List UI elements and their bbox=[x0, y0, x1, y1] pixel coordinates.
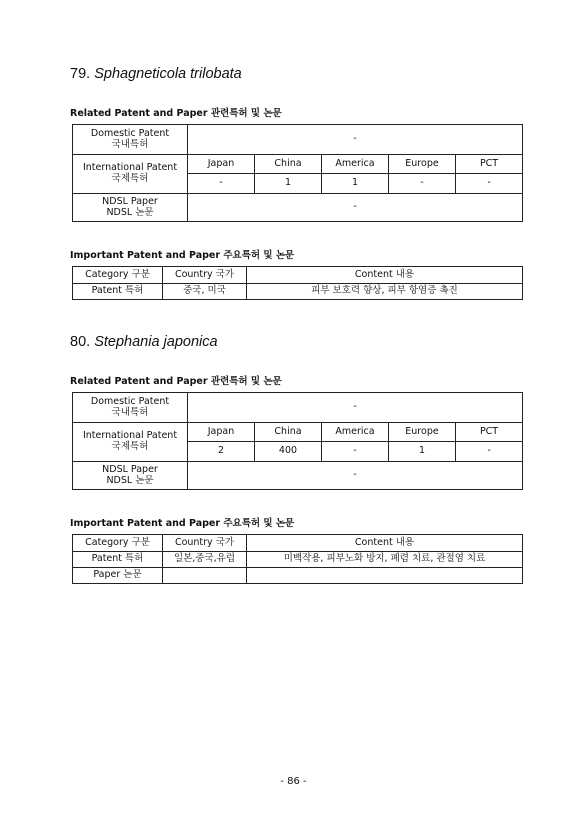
species-name: Stephania japonica bbox=[94, 334, 218, 350]
country-cell bbox=[163, 568, 247, 584]
species-title-79 bbox=[70, 66, 242, 82]
content-header: Content 내용 bbox=[247, 267, 523, 284]
content-cell: 피부 보호력 향상, 피부 항염증 촉진 bbox=[247, 284, 523, 300]
important-patent-heading: Important Patent and Paper 주요특허 및 논문 bbox=[70, 250, 295, 261]
related-patent-table bbox=[72, 392, 523, 490]
species-number: 79. bbox=[70, 66, 91, 82]
content-cell: 미백작용, 피부노화 방지, 폐렴 치료, 관절염 치료 bbox=[247, 552, 523, 568]
country-value: 1 bbox=[322, 174, 389, 194]
category-header: Category 구분 bbox=[73, 535, 163, 552]
species-number: 80. bbox=[70, 334, 91, 350]
country-cell: 일본,중국,유럽 bbox=[163, 552, 247, 568]
country-value: - bbox=[456, 174, 523, 194]
important-patent-heading: Important Patent and Paper 주요특허 및 논문 bbox=[70, 518, 295, 529]
ndsl-paper-value: - bbox=[188, 194, 523, 222]
country-value: - bbox=[322, 442, 389, 462]
domestic-patent-value: - bbox=[188, 125, 523, 155]
content-header: Content 내용 bbox=[247, 535, 523, 552]
country-header: China bbox=[255, 423, 322, 442]
country-header: PCT bbox=[456, 423, 523, 442]
category-cell: Paper 논문 bbox=[73, 568, 163, 584]
country-value: 400 bbox=[255, 442, 322, 462]
country-header: Japan bbox=[188, 155, 255, 174]
page-number: - 86 - bbox=[280, 776, 307, 787]
important-patent-table bbox=[72, 266, 523, 300]
ndsl-paper-label: NDSL Paper NDSL 논문 bbox=[73, 462, 188, 490]
related-patent-heading: Related Patent and Paper 관련특허 및 논문 bbox=[70, 376, 282, 387]
related-patent-heading: Related Patent and Paper 관련특허 및 논문 bbox=[70, 108, 282, 119]
country-header: Country 국가 bbox=[163, 267, 247, 284]
country-value: - bbox=[456, 442, 523, 462]
domestic-patent-label: Domestic Patent 국내특허 bbox=[73, 125, 188, 155]
species-title-80 bbox=[70, 334, 218, 350]
country-value: 1 bbox=[255, 174, 322, 194]
country-header: PCT bbox=[456, 155, 523, 174]
category-cell: Patent 특허 bbox=[73, 552, 163, 568]
important-patent-table bbox=[72, 534, 523, 584]
country-cell: 중국, 미국 bbox=[163, 284, 247, 300]
species-name: Sphagneticola trilobata bbox=[94, 66, 242, 82]
country-header: Japan bbox=[188, 423, 255, 442]
category-cell: Patent 특허 bbox=[73, 284, 163, 300]
country-header: Europe bbox=[389, 155, 456, 174]
country-value: 1 bbox=[389, 442, 456, 462]
country-value: 2 bbox=[188, 442, 255, 462]
country-header: America bbox=[322, 155, 389, 174]
international-patent-label: International Patent 국제특허 bbox=[73, 155, 188, 194]
domestic-patent-label: Domestic Patent 국내특허 bbox=[73, 393, 188, 423]
country-value: - bbox=[389, 174, 456, 194]
category-header: Category 구분 bbox=[73, 267, 163, 284]
country-header: China bbox=[255, 155, 322, 174]
domestic-patent-value: - bbox=[188, 393, 523, 423]
country-value: - bbox=[188, 174, 255, 194]
international-patent-label: International Patent 국제특허 bbox=[73, 423, 188, 462]
country-header: Country 국가 bbox=[163, 535, 247, 552]
content-cell bbox=[247, 568, 523, 584]
country-header: America bbox=[322, 423, 389, 442]
country-header: Europe bbox=[389, 423, 456, 442]
related-patent-table bbox=[72, 124, 523, 222]
ndsl-paper-value: - bbox=[188, 462, 523, 490]
ndsl-paper-label: NDSL Paper NDSL 논문 bbox=[73, 194, 188, 222]
